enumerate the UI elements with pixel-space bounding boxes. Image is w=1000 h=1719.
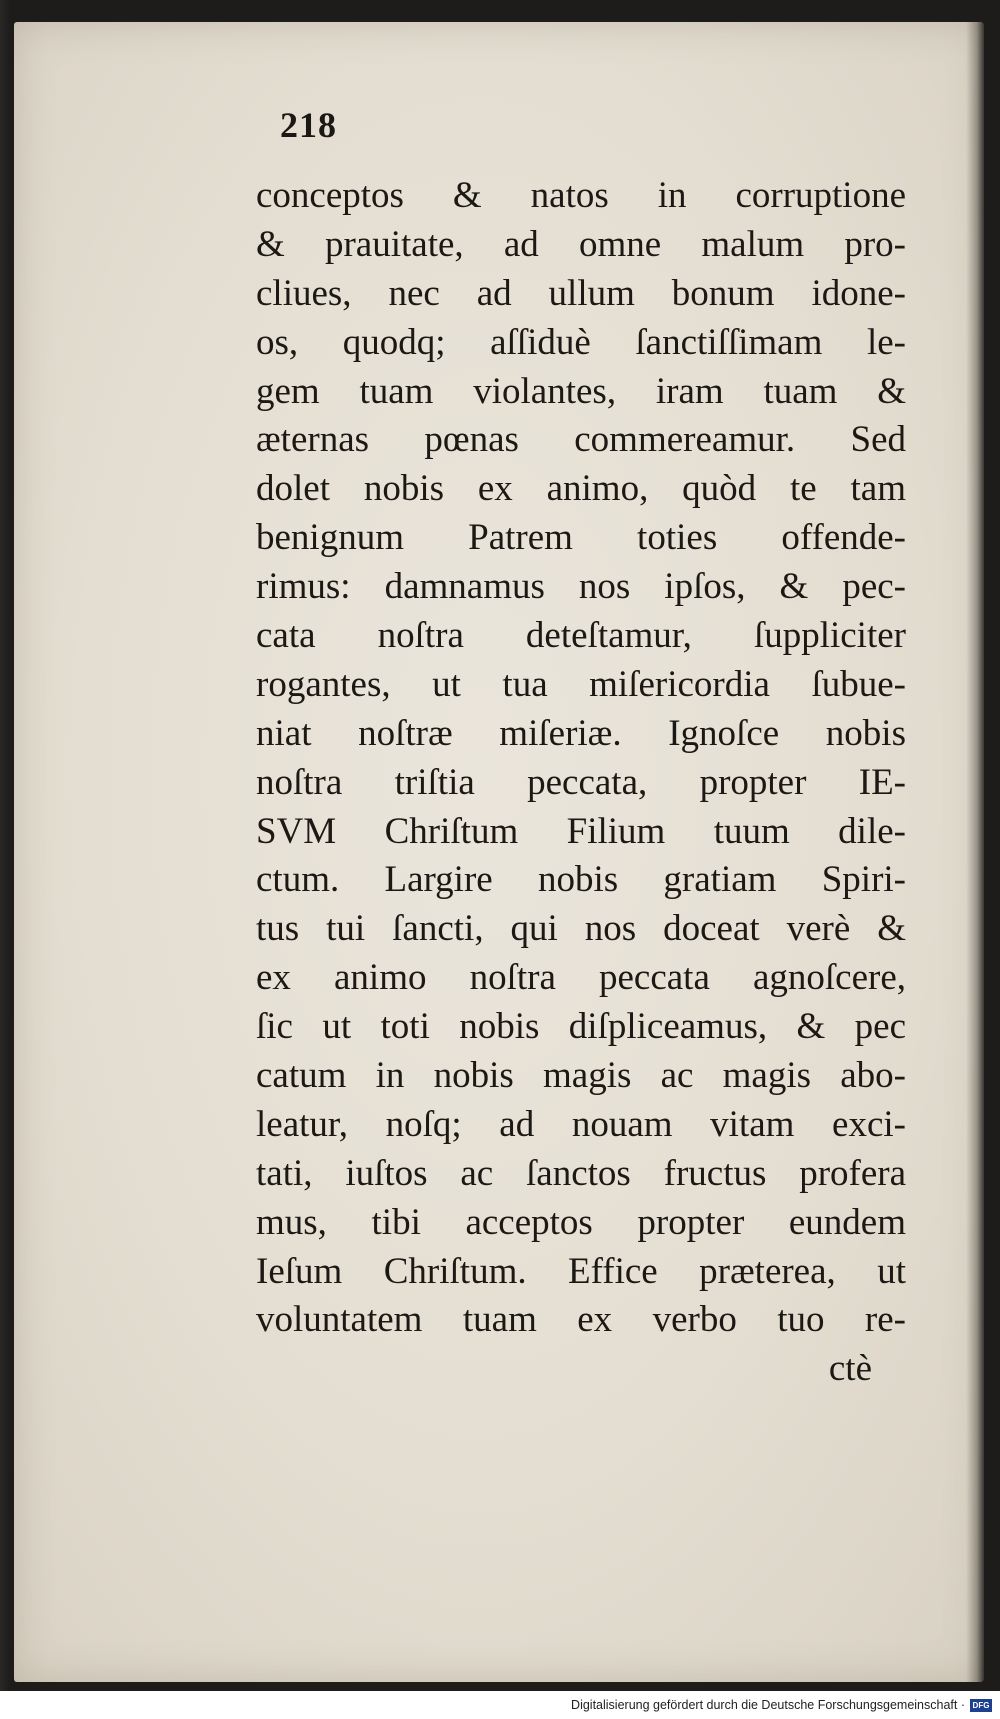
dfg-logo: DFG [970,1699,992,1712]
text-line: æternas pœnas commereamur. Sed [256,419,906,461]
text-line: ſic ut toti nobis diſpliceamus, & pec [256,1006,906,1048]
text-line: tus tui ſancti, qui nos doceat verè & [256,908,906,950]
footer-bar [0,1691,1000,1719]
text-line: tati, iuſtos ac ſanctos fructus profera [256,1152,906,1194]
text-line: os, quodq; aſſiduè ſanctiſſimam le- [256,321,906,363]
text-line: conceptos & natos in corruptione [256,175,906,216]
text-line: ctum. Largire nobis gratiam Spiri- [256,859,906,901]
text-line: dolet nobis ex animo, quòd te tam [256,468,906,510]
text-line: ex animo noſtra peccata agnoſcere, [256,957,906,999]
book-page [14,22,984,1682]
page-number: 218 [280,105,337,145]
text-line: rimus: damnamus nos ipſos, & pec- [256,566,906,608]
body-text [256,172,906,1394]
text-line: & prauitate, ad omne malum pro- [256,223,906,265]
text-line: noſtra triſtia peccata, propter IE- [256,761,906,803]
text-line: voluntatem tuam ex verbo tuo re- [256,1299,906,1341]
text-line: leatur, noſq; ad nouam vitam exci- [256,1103,906,1145]
text-line: mus, tibi acceptos propter eundem [256,1201,906,1243]
text-line: cliues, nec ad ullum bonum idone- [256,272,906,314]
text-line: rogantes, ut tua miſericordia ſubue- [256,663,906,705]
page-edge-shadow [966,22,984,1682]
text-line: SVM Chriſtum Filium tuum dile- [256,810,906,852]
text-line: catum in nobis magis ac magis abo- [256,1055,906,1097]
text-line: niat noſtræ miſeriæ. Ignoſce nobis [256,712,906,754]
catchword: ctè [828,1348,872,1390]
funding-credit: Digitalisierung gefördert durch die Deutsche Forschungsgemeinschaft · [571,1698,965,1712]
text-line: benignum Patrem toties offende- [256,517,906,559]
text-line: gem tuam violantes, iram tuam & [256,370,906,412]
text-line: Ieſum Chriſtum. Effice præterea, ut [256,1250,906,1292]
text-line: cata noſtra deteſtamur, ſuppliciter [256,615,906,657]
